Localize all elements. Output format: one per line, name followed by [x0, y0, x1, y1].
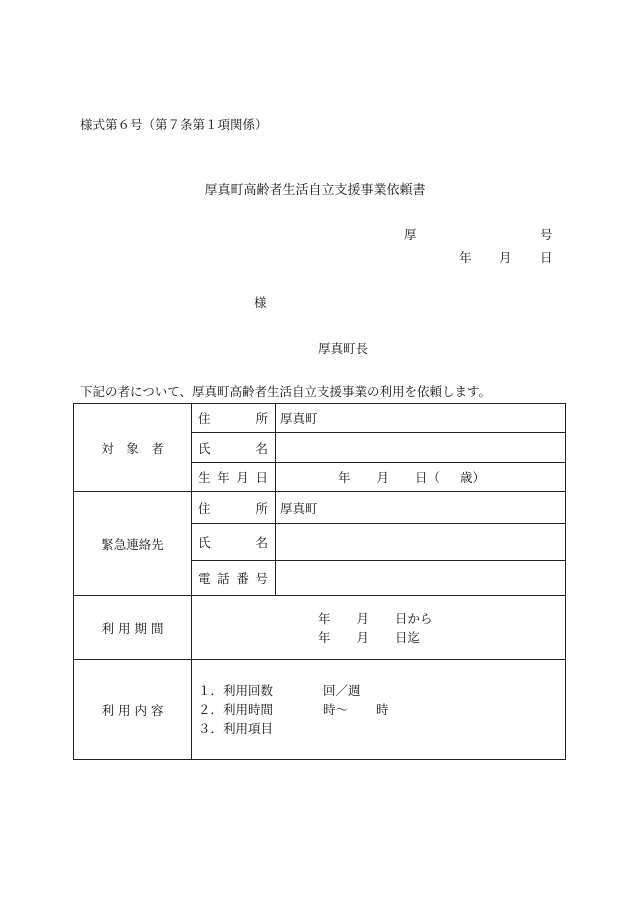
birth-day-unit: 日（ — [415, 470, 441, 485]
subject-birth-label — [192, 463, 276, 492]
emergency-address-row — [74, 492, 566, 524]
period-from-day: 日から — [395, 610, 433, 626]
label-char: 号 — [255, 571, 268, 586]
label-char: 氏 — [198, 440, 211, 456]
usage-count-unit: 回／週 — [323, 683, 361, 698]
period-to-month: 月 — [356, 629, 370, 645]
emergency-address-field[interactable]: 厚真町 — [276, 492, 566, 524]
label-char: 生 — [198, 470, 211, 485]
label-char: 所 — [255, 411, 268, 426]
usage-time-to: 時 — [376, 702, 389, 717]
label-char: 所 — [255, 500, 268, 516]
emergency-phone-field[interactable] — [276, 561, 566, 596]
period-label: 利 用 期 間 — [74, 596, 192, 660]
content-item-1 — [198, 681, 559, 700]
usage-items-label: ３．利用項目 — [198, 721, 274, 736]
period-field[interactable] — [192, 596, 566, 660]
birth-month-unit: 月 — [376, 470, 390, 485]
subject-address-label — [192, 404, 276, 433]
reference-prefix: 厚 — [404, 227, 417, 242]
usage-count-label: １．利用回数 — [198, 683, 274, 698]
label-char: 年 — [217, 470, 230, 485]
label-char: 住 — [198, 500, 211, 516]
subject-address-field[interactable]: 厚真町 — [276, 404, 566, 433]
birth-year-unit: 年 — [338, 470, 351, 485]
emergency-address-label — [192, 492, 276, 524]
request-form-table — [73, 403, 566, 760]
label-char: 月 — [236, 470, 249, 485]
subject-name-label — [192, 433, 276, 463]
emergency-group-label: 緊急連絡先 — [74, 492, 192, 596]
issue-date-year: 年 — [459, 250, 472, 265]
label-char: 話 — [217, 571, 230, 586]
period-from-line — [198, 609, 559, 628]
usage-time-label: ２．利用時間 — [198, 702, 274, 717]
addressee-honorific: 様 — [254, 295, 267, 310]
label-char: 名 — [255, 535, 268, 550]
form-number: 様式第６号（第７条第１項関係） — [80, 117, 268, 132]
label-char: 電 — [198, 571, 211, 586]
content-label: 利 用 内 容 — [74, 660, 192, 760]
period-to-year: 年 — [318, 629, 331, 645]
content-item-2 — [198, 700, 559, 719]
content-row — [74, 660, 566, 760]
issue-date-month: 月 — [499, 250, 512, 265]
content-item-3 — [198, 719, 559, 738]
period-from-month: 月 — [356, 610, 370, 626]
birth-age-unit: 歳） — [460, 470, 486, 485]
period-to-day: 日迄 — [395, 629, 421, 645]
reference-suffix: 号 — [540, 227, 553, 242]
subject-name-field[interactable] — [276, 433, 566, 463]
label-char: 日 — [255, 470, 268, 485]
document-title: 厚真町高齢者生活自立支援事業依頼書 — [204, 183, 426, 198]
sender-title: 厚真町長 — [318, 341, 369, 356]
emergency-name-label — [192, 524, 276, 561]
emergency-phone-label — [192, 561, 276, 596]
label-char: 名 — [255, 440, 268, 456]
request-statement: 下記の者について、厚真町高齢者生活自立支援事業の利用を依頼します。 — [80, 384, 492, 399]
period-from-year: 年 — [318, 610, 331, 626]
label-char: 住 — [198, 411, 211, 426]
emergency-name-field[interactable] — [276, 524, 566, 561]
label-char: 氏 — [198, 535, 211, 550]
issue-date-day: 日 — [540, 250, 553, 265]
subject-birth-field[interactable] — [276, 463, 566, 492]
period-to-line — [198, 628, 559, 647]
usage-time-from: 時～ — [323, 702, 349, 717]
content-field[interactable] — [192, 660, 566, 760]
period-row — [74, 596, 566, 660]
label-char: 番 — [236, 571, 249, 586]
subject-group-label: 対 象 者 — [74, 404, 192, 492]
subject-address-row — [74, 404, 566, 433]
